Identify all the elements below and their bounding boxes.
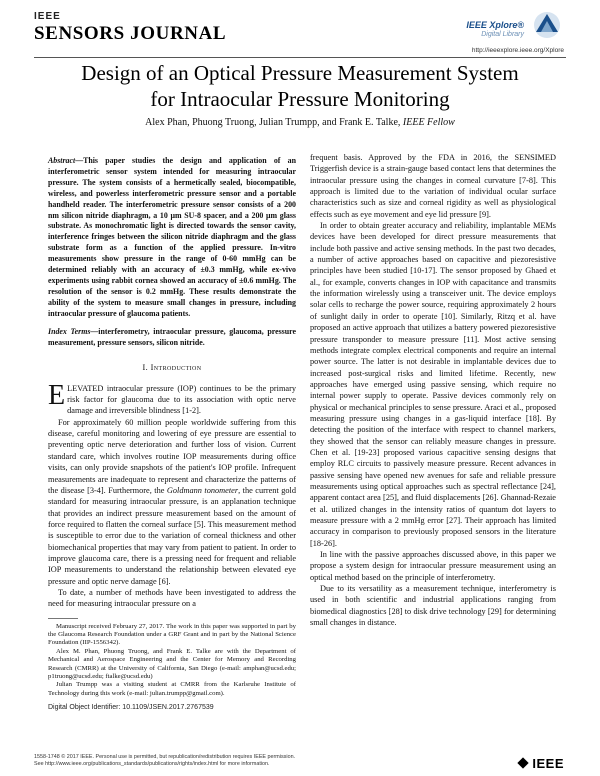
author-fellow-tag: IEEE Fellow — [402, 117, 455, 128]
doi-identifier[interactable]: Digital Object Identifier: 10.1109/JSEN.2017.2767539 — [48, 704, 214, 712]
right-paragraph-4: Due to its versatility as a measurement technique, interferometry is used in both scientific and industrial applications ranging from biomedical diagnostics [28] to disk drive technology [29] for determining small changes in distance. — [310, 584, 556, 628]
drop-cap: E — [48, 379, 66, 411]
paper-title — [34, 60, 566, 112]
right-paragraph-1: frequent basis. Approved by the FDA in 2016, the SENSIMED Triggerfish device is a strain-gauge based contact lens that determines the intraocular pressure using the changes in corneal curvature [7-8]. This approach is limited due to the variation of individual ocular surface characteristics such as size and corneal rigidity as well as physiological effects such as eye movement and eye lid pressure [9]. — [310, 153, 556, 219]
intro-paragraph-1 — [48, 379, 296, 417]
index-terms — [48, 327, 296, 349]
index-terms-label: Index Terms — [48, 326, 91, 336]
left-column — [48, 156, 296, 714]
journal-name: SENSORS JOURNAL — [34, 23, 227, 44]
abstract — [48, 156, 296, 320]
abstract-label: Abstract — [48, 156, 76, 165]
footnote-visiting: Julian Trumpp was a visiting student at CMRR from the Karlsruhe Institute of Technology during this work (e-mail: julian.trumpp@gmail.com). — [48, 681, 296, 697]
goldmann-term: Goldmann tonometer — [166, 485, 239, 495]
intro-paragraph-3: To date, a number of methods have been investigated to address the need for measuring intraocular pressure on a — [48, 587, 296, 609]
ieee-footer-logo — [519, 756, 564, 771]
header-divider — [34, 57, 566, 58]
index-terms-text: —interferometry, intraocular pressure, glaucoma, pressure measurement, pressure sensors, silicon nitride. — [48, 326, 296, 347]
author-names: Alex Phan, Phuong Truong, Julian Trumpp, and Frank E. Talke, — [145, 117, 403, 128]
intro-paragraph-2-tail: , the current gold standard for measuring intraocular pressure, is an applanation technique that provides an indirect pressure measurement based on the amount of force required to flatten the corneal surface [5]. This measurement method is susceptible to error due to the variation of corneal thickness and other biomechanical properties that may vary from patient to patient. In order to improve glaucoma care, there is a pressing need for frequent and reliable IOP measurements to understand the relationship between elevated eye pressure and optic nerve damage [6]. — [48, 485, 297, 586]
section-numeral: I. — [142, 363, 151, 373]
xplore-logo-icon — [530, 10, 564, 40]
footnote-divider — [48, 618, 78, 619]
author-list — [34, 117, 566, 128]
intro-paragraph-2-text: For approximately 60 million people worldwide suffering from this disease, careful monitoring and lowering of eye pressure are essential to preventing optic nerve deterioration and further loss of vision. Current standard care, which involves routine IOP measurements during office visits, can only provide snapshots of the patient's IOP profile. Infrequent measurements are inadequate to represent and characterize the patterns of the disease [3-4]. Furthermore, the — [48, 417, 296, 495]
ieee-diamond-icon — [518, 757, 529, 768]
ieee-xplore-badge[interactable] — [444, 10, 564, 44]
intro-paragraph-1-text: LEVATED intraocular pressure (IOP) continues to be the primary risk factor for glaucoma due to its association with optic nerve damage and irreversible blindness [1-2]. — [67, 383, 296, 416]
right-paragraph-3: In line with the passive approaches discussed above, in this paper we propose a system design for intraocular pressure measurement using an optical method based on the principle of interferometry. — [310, 550, 556, 582]
right-paragraph-2: In order to obtain greater accuracy and reliability, implantable MEMs devices have been developed for direct pressure measurements that include both passive and active sensing methods. In the past two decades, a number of active approaches based on capacitive and piezoresistive principles have been studied [10-17]. The sensor proposed by Ghaed et al., for example, converts changes in IOP with capacitance and transmits the information wirelessly using a transceiver unit. The device employs solar cells to recharge the power source, requiring approximately 2 hours of sunlight daily in order to operate [10]. Similarly, Ritzq et al. have proposed an active approach that utilizes a battery powered piezoresistive pressure transponder to measure pressure [11]. Most active sensing methods integrate complex electrical components and require an internal power source. The latter is not desirable in implantable devices due to increased post-surgical risks and limited lifetime. Recently, new approaches have emerged using passive sensing, which require no internal power supply to operate. Passive devices commonly rely on physical or mechanical principles to sense pressure. Araci et al., proposed measuring pressure using changes in a gas-liquid interface [18]. By detecting the position of the interface with respect to channel markers, they showed that the sensor can reliably measure changes in pressure. Chen et al. [19-23] proposed various capacitive sensing designs that employ RLC circuits to passively measure pressure. Recent advances in passive sensing have opened new avenues for safe and reliable pressure measurements using optical approaches such as spectral reflectance [24], apparent contact area [25], and fluid displacements [26]. Ghannad-Rezaie et al. utilized changes in the intensity ratios of quantum dot layers to measure pressure with a 2 mmHg error [27]. Their approach has limited accuracy in comparison to previously proposed sensors in the literature [18-26]. — [310, 221, 556, 548]
footnote-manuscript: Manuscript received February 27, 2017. The work in this paper was supported in part by the Glaucoma Research Foundation under a GRF Grant and in part by the National Science Foundation (IIP-1556342). — [48, 622, 296, 647]
copyright-line-1: 1558-1748 © 2017 IEEE. Personal use is permitted, but republication/redistribution requires IEEE permission. — [34, 754, 296, 760]
footnote-affiliation: Alex M. Phan, Phuong Truong, and Frank E. Talke are with the Department of Mechanical and Aerospace Engineering and the Center for Memory and Recording Research (CMRR) at the University of California, San Diego (e-mail: amphan@ucsd.edu; p1truong@ucsd.edu; ftalke@ucsd.edu) — [48, 647, 296, 681]
abstract-text: —This paper studies the design and application of an interferometric sensor system intended for measuring intraocular pressure. The system consists of a hermetically sealed, biocompatible, wireless, and powerless interferometric pressure sensor and a portable handheld reader. The interferometric pressure sensor consists of a 200 nm silicon nitride diaphragm, a 10 μm SU-8 spacer, and a 200 μm glass substrate. As monochromatic light is directed towards the sensor cavity, interference fringes between the silicon nitride diaphragm and the glass substrate form as a function of the applied pressure. In-vitro measurements show pressure in the range of 0-60 mmHg can be determined reliably with an accuracy of ±0.3 mmHg, while ex-vivo experiments using rabbit cornea showed an accuracy of ±0.6 mmHg. The resolution of the sensor is 0.2 mmHg. These results demonstrate the ability of the system to measure small changes in pressure, including intraocular pressure of glaucoma patients. — [48, 156, 296, 318]
right-column — [310, 152, 556, 628]
xplore-title: IEEE Xplore® — [466, 20, 524, 30]
ieee-footer-logo-text: IEEE — [532, 756, 564, 771]
ieee-masthead-label: IEEE — [34, 11, 61, 22]
copyright-line-2[interactable]: See http://www.ieee.org/publications_standards/publications/rights/index.html for more information. — [34, 761, 270, 767]
intro-paragraph-2 — [48, 417, 296, 587]
copyright-footer — [34, 754, 504, 768]
section-title: Introduction — [150, 363, 202, 373]
xplore-url-link[interactable]: http://ieeexplore.ieee.org/Xplore — [471, 47, 564, 54]
xplore-subtitle: Digital Library — [481, 31, 524, 38]
section-heading-introduction — [48, 362, 296, 373]
paper-title-line-1: Design of an Optical Pressure Measurement System — [81, 61, 519, 85]
paper-title-line-2: for Intraocular Pressure Monitoring — [150, 87, 450, 111]
